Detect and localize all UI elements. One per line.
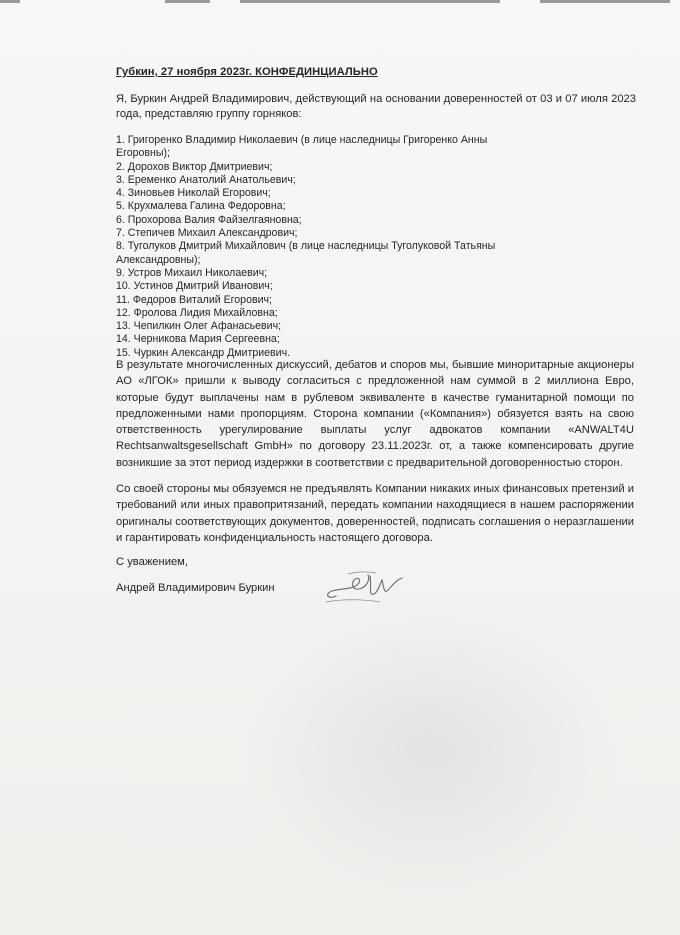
scan-edge-mark xyxy=(240,0,500,3)
list-item: 12. Фролова Лидия Михайловна; xyxy=(116,306,278,319)
list-item: 15. Чуркин Александр Дмитриевич. xyxy=(116,346,291,359)
list-item: 3. Еременко Анатолий Анатольевич; xyxy=(116,173,296,186)
obligations-paragraph: Со своей стороны мы обязуемся не предъявлять Компании никаких иных финансовых претензий и требований или иных правопритязаний, передать компании находящиеся в нашем распоряжении оригиналы соответствующих документов, доверенностей, подписать соглашения о неразглашении и гарантировать конфиденциальность настоящего договора. xyxy=(116,483,634,544)
list-item: 1. Григоренко Владимир Николаевич (в лице наследницы Григоренко Анны Егоровны); xyxy=(116,134,488,160)
list-item: 11. Федоров Виталий Егорович; xyxy=(116,293,272,306)
signer-name: Андрей Владимирович Буркин xyxy=(116,582,275,594)
scan-smudge xyxy=(240,600,620,900)
list-item: 10. Устинов Дмитрий Иванович; xyxy=(116,280,273,293)
closing-phrase: С уважением, xyxy=(116,556,188,568)
list-item: 13. Чепилкин Олег Афанасьевич; xyxy=(116,320,282,333)
list-item: 4. Зиновьев Николай Егорович; xyxy=(116,187,271,200)
list-item: 14. Черникова Мария Сергеевна; xyxy=(116,333,280,346)
intro-paragraph: Я, Буркин Андрей Владимирович, действующий на основании доверенностей от 03 и 07 июля 2023 года, представляю группу горняков: xyxy=(116,93,636,120)
document-heading: Губкин, 27 ноября 2023г. КОНФЕДИНЦИАЛЬНО xyxy=(116,66,378,78)
handwritten-signature xyxy=(318,566,410,610)
scan-edge-mark xyxy=(540,0,670,3)
scan-edge-mark xyxy=(165,0,210,3)
list-item: 6. Прохорова Валия Файзелгаяновна; xyxy=(116,213,302,226)
list-item: 2. Дорохов Виктор Дмитриевич; xyxy=(116,160,273,173)
list-item: 5. Крухмалева Галина Федоровна; xyxy=(116,200,286,213)
list-item: 7. Степичев Михаил Александрович; xyxy=(116,227,298,240)
list-item: 9. Устров Михаил Николаевич; xyxy=(116,266,268,279)
miners-list xyxy=(116,134,636,360)
agreement-paragraph: В результате многочисленных дискуссий, дебатов и споров мы, бывшие миноритарные акционеры АО «ЛГОК» пришли к выводу согласиться с предложенной нам суммой в 2 миллиона Евро, которые будут выплачены нам в рублевом эквиваленте в качестве гуманитарной помощи по предложенными нами пропорциям. Сторона компании («Компания») обязуется взять на свою ответственность урегулирование выплаты услуг адвокатов компании «ANWALT4U Rechtsanwaltsgesellschaft GmbH» по договору 23.11.2023г. от, а также компенсировать другие возникшие за этот период издержки в соответствии с предварительной договоренностью сторон. xyxy=(116,359,634,469)
list-item: 8. Туголуков Дмитрий Михайлович (в лице наследницы Туголуковой Татьяны Александровны); xyxy=(116,240,496,266)
scan-edge-mark xyxy=(0,0,20,3)
